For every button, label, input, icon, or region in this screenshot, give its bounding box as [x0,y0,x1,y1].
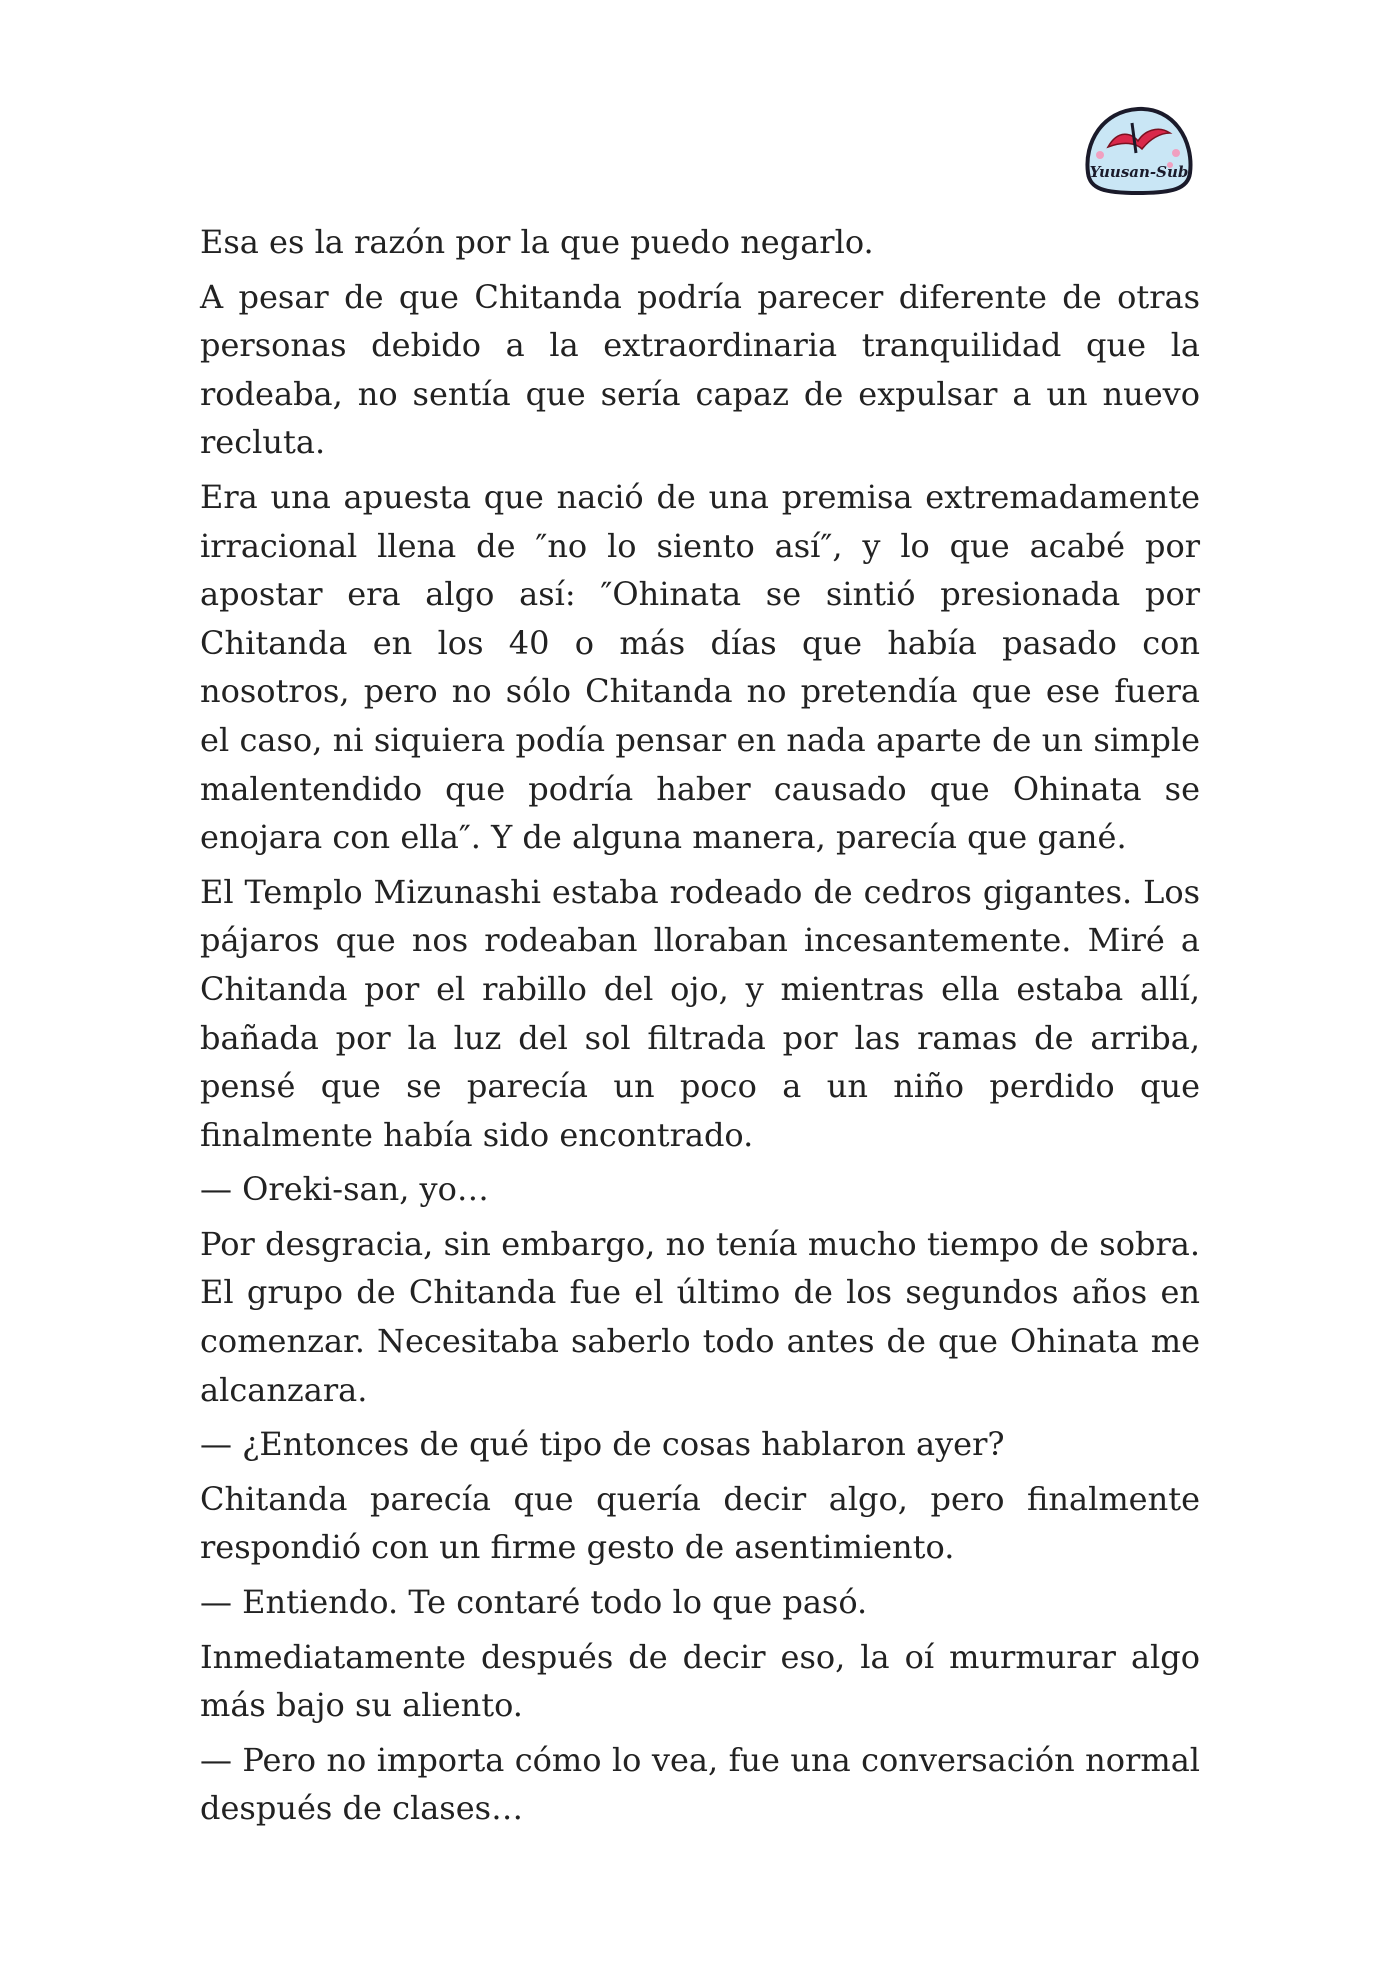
paragraph-3: Era una apuesta que nació de una premisa extremadamente irracional llena de ″no lo siento así″, y lo que acabé por apostar era algo así: ″Ohinata se sintió presionada por Chitanda en los 40 o más días que había pasado con nosotros, pero no sólo Chitanda no pretendía que ese fuera el caso, ni siquiera podía pensar en nada aparte de un simple malentendido que podría haber causado que Ohinata se enojara con ella″. Y de alguna manera, parecía que gané. [200,477,1200,857]
paragraph-7: Inmediatamente después de decir eso, la oí murmurar algo más bajo su aliento. [200,1637,1200,1725]
paragraph-4: El Templo Mizunashi estaba rodeado de cedros gigantes. Los pájaros que nos rodeaban lloraban incesantemente. Miré a Chitanda por el rabillo del ojo, y mientras ella estaba allí, bañada por la luz del sol filtrada por las ramas de arriba, pensé que se parecía un poco a un niño perdido que finalmente había sido encontrado. [200,872,1200,1154]
dialogue-line-1: — Oreki-san, yo… [200,1170,489,1209]
paragraph-1: Esa es la razón por la que puedo negarlo. [200,223,874,261]
paragraph-6: Chitanda parecía que quería decir algo, pero finalmente respondió con un firme gesto de asentimiento. [200,1479,1200,1567]
paragraph-5: Por desgracia, sin embargo, no tenía mucho tiempo de sobra. El grupo de Chitanda fue el último de los segundos años en comenzar. Necesitaba saberlo todo antes de que Ohinata me alcanzara. [200,1224,1200,1409]
logo-badge-icon [1080,103,1198,199]
dialogue-line-2: — ¿Entonces de qué tipo de cosas hablaron ayer? [200,1425,1005,1464]
dialogue-line-4: — Pero no importa cómo lo vea, fue una conversación normal después de clases… [200,1740,1200,1828]
yuusan-sub-logo [1080,103,1198,199]
body-text [200,218,1200,1839]
dialogue-line-3: — Entiendo. Te contaré todo lo que pasó. [200,1583,868,1622]
logo-text: Yuusan-Sub [1089,163,1189,181]
paragraph-2: A pesar de que Chitanda podría parecer diferente de otras personas debido a la extraordinaria tranquilidad que la rodeaba, no sentía que sería capaz de expulsar a un nuevo recluta. [200,277,1200,462]
